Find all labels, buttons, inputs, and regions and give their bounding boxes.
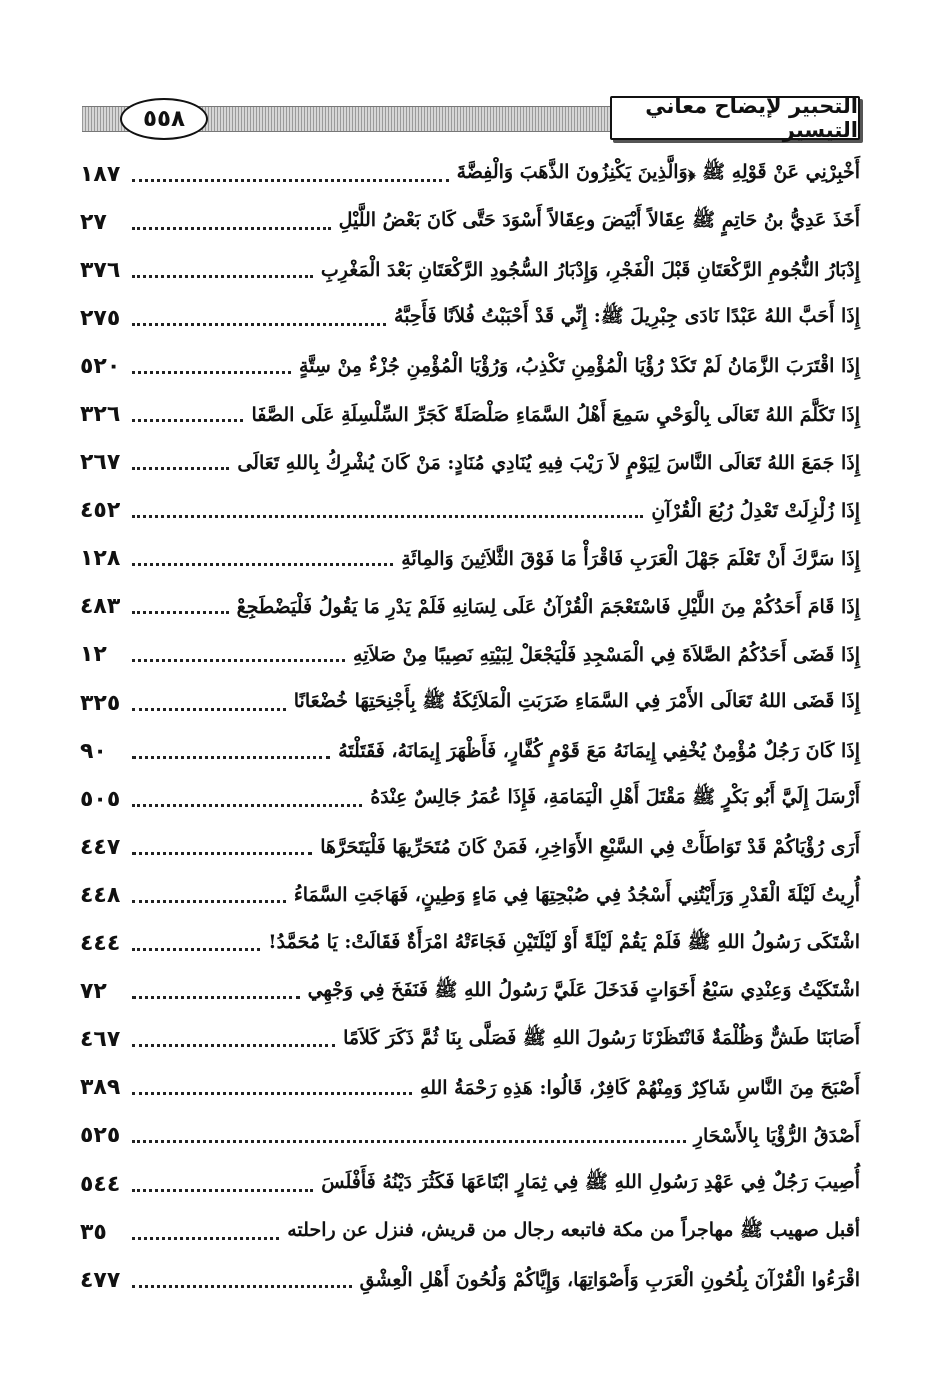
dotted-leader: [132, 852, 312, 855]
index-entry: [80, 198, 860, 246]
entry-text: إِذَا زُلْزِلَتْ تَعْدِلُ رُبُعَ الْقُرْآنِ: [651, 499, 860, 522]
entry-page-number: ٤٤٤: [80, 931, 121, 957]
entry-text: أَصَابَنَا طَشٌّ وَظُلْمَةٌ فَانْتَظَرْنَا رَسُولَ اللهِ ﷺ فَصَلَّى بِنَا ثُمَّ ذَكَرَ كَلاَمًا: [343, 1026, 860, 1049]
entry-page-number: ٥٢٠: [80, 353, 121, 379]
index-entries-list: [80, 150, 860, 1304]
entry-page-number: ٢٦٧: [80, 450, 121, 476]
index-entry: [80, 150, 860, 198]
index-entry: [80, 968, 860, 1016]
book-title: التحبير لإيضاح معاني التيسير: [645, 94, 858, 142]
entry-page-number: ٧٢: [80, 979, 107, 1005]
index-entry: [80, 1112, 860, 1160]
entry-text: أُرِيتُ لَيْلَةَ الْقَدْرِ وَرَأَيْتُنِي أَسْجُدُ فِي صُبْحِتِهَا فِي مَاءٍ وَطِينٍ، فَهَاجَتِ السَّمَاءُ: [293, 884, 860, 907]
dotted-leader: [132, 467, 229, 470]
entry-text: أُصِيبَ رَجُلٌ فِي عَهْدِ رَسُولِ اللهِ ﷺ فِي ثِمَارٍ ابْتَاعَهَا فَكَثُرَ دَيْنُهُ فَأَفْلَسَ: [321, 1171, 860, 1194]
index-entry: [80, 920, 860, 968]
entry-page-number: ٤٥٢: [80, 498, 121, 524]
entry-page-number: ١٨٧: [80, 161, 121, 187]
book-title-box: [610, 96, 860, 140]
entry-page-number: ٤٦٧: [80, 1027, 121, 1053]
entry-page-number: ٢٧٥: [80, 305, 121, 331]
index-entry: [80, 246, 860, 294]
index-entry: [80, 390, 860, 438]
dotted-leader: [132, 996, 300, 999]
dotted-leader: [132, 1140, 686, 1143]
dotted-leader: [132, 275, 313, 278]
entry-text: أَصْدَقُ الرُّؤْيَا بِالأَسْحَارِ: [693, 1124, 860, 1147]
dotted-leader: [132, 419, 243, 422]
entry-text: أَخْبِرْنِي عَنْ قَوْلِهِ ﷺ ﴿وَالَّذِينَ يَكْنِزُونَ الذَّهَبَ وَالْفِضَّةَ: [456, 161, 860, 184]
dotted-leader: [132, 708, 286, 711]
index-entry: [80, 775, 860, 823]
index-entry: [80, 294, 860, 342]
index-entry: [80, 727, 860, 775]
entry-text: أَخَذَ عَدِيُّ بنُ حَاتِمٍ ﷺ عِقَالاً أَبْيَضَ وعِقَالاً أَسْوَدَ حَتَّى كَانَ بَعْضُ اللَّيْلِ: [338, 209, 860, 232]
entry-page-number: ٤٨٣: [80, 594, 121, 620]
entry-page-number: ٤٤٧: [80, 834, 121, 860]
entry-text: اشْتَكَيْتُ وَعِنْدِي سَبْعُ أَخَوَاتٍ فَدَخَلَ عَلَيَّ رَسُولُ اللهِ ﷺ فَنَفَخَ فِي وَجْهِي: [307, 978, 860, 1001]
entry-page-number: ٥٠٥: [80, 786, 121, 812]
entry-text: إِذَا أَحَبَّ اللهُ عَبْدًا نَادَى جِبْرِيلَ ﷺ: إِنِّي قَدْ أَحْبَبْتُ فُلاَنًا فَأَحِبَّهُ: [394, 305, 860, 328]
entry-text: إِذَا قَضَى أَحَدُكُمُ الصَّلاَةَ فِي الْمَسْجِدِ فَلْيَجْعَلْ لِبَيْتِهِ نَصِيبًا مِنْ صَلاَتِهِ: [353, 643, 860, 666]
dotted-leader: [132, 1044, 335, 1047]
dotted-leader: [132, 659, 345, 662]
dotted-leader: [132, 371, 291, 374]
entry-page-number: ٣٢٥: [80, 690, 121, 716]
entry-text: إِذَا تَكَلَّمَ اللهُ تَعَالَى بِالْوَحْيِ سَمِعَ أَهْلُ السَّمَاءِ صَلْصَلَةً كَجَرِّ السِّلْسِلَةِ عَلَى الصَّفَا: [251, 403, 860, 426]
dotted-leader: [132, 179, 449, 182]
entry-text: إِدْبَارُ النُّجُومِ الرَّكْعَتَانِ قَبْلَ الْفَجْرِ، وَإِدْبَارُ السُّجُودِ الرَّكْعَتَانِ بَعْدَ الْمَغْرِبِ: [320, 259, 860, 282]
dotted-leader: [132, 756, 330, 759]
entry-text: إِذَا جَمَعَ اللهُ تَعَالَى النَّاسَ لِيَوْمٍ لاَ رَيْبَ فِيهِ يُنَادِي مُنَادٍ: مَنْ كَانَ يُشْرِكُ بِاللهِ تَعَالَى: [237, 451, 860, 474]
entry-text: اقْرَءُوا الْقُرْآنَ بِلُحُونِ الْعَرَبِ وَأَصْوَاتِهَا، وَإِيَّاكُمْ وَلُحُونَ أَهْلِ الْعِشْقِ: [359, 1269, 860, 1292]
index-entry: [80, 1256, 860, 1304]
entry-text: إِذَا اقْتَرَبَ الزَّمَانُ لَمْ تَكَدْ رُؤْيَا الْمُؤْمِنِ تَكْذِبُ، وَرُؤْيَا الْمُؤْمِنِ جُزْءٌ مِنْ سِتَّةٍ: [299, 355, 860, 378]
entry-page-number: ٤٧٧: [80, 1267, 121, 1293]
entry-page-number: ٣٥: [80, 1219, 107, 1245]
entry-page-number: ٩٠: [80, 738, 107, 764]
entry-page-number: ٣٧٦: [80, 257, 121, 283]
entry-page-number: ٢٧: [80, 209, 107, 235]
dotted-leader: [132, 323, 386, 326]
entry-page-number: ٥٤٤: [80, 1171, 121, 1197]
index-entry: [80, 1160, 860, 1208]
index-entry: [80, 1208, 860, 1256]
dotted-leader: [132, 1285, 352, 1288]
dotted-leader: [132, 900, 286, 903]
page-header: [82, 96, 860, 142]
entry-page-number: ١٢: [80, 642, 107, 668]
entry-page-number: ١٢٨: [80, 546, 121, 572]
dotted-leader: [132, 563, 393, 566]
entry-text: إِذَا سَرَّكَ أَنْ تَعْلَمَ جَهْلَ الْعَرَبِ فَاقْرَأْ مَا فَوْقَ الثَّلاَثِينَ وَالمِائَةِ: [401, 547, 860, 570]
dotted-leader: [132, 1237, 279, 1240]
entry-text: أَصْبَحَ مِنَ النَّاسِ شَاكِرٌ وَمِنْهُمْ كَافِرٌ، قَالُوا: هَذِهِ رَحْمَةُ اللهِ: [420, 1076, 860, 1099]
entry-text: أَرْسَلَ إِلَيَّ أَبُو بَكْرٍ ﷺ مَقْتَلَ أَهْلِ الْيَمَامَةِ، فَإِذَا عُمَرُ جَالِسٌ عِنْدَهُ: [370, 786, 860, 809]
entry-page-number: ٣٨٩: [80, 1075, 121, 1101]
entry-page-number: ٣٢٦: [80, 402, 121, 428]
index-entry: [80, 679, 860, 727]
entry-text: إِذَا قَامَ أَحَدُكُمْ مِنَ اللَّيْلِ فَاسْتَعْجَمَ الْقُرْآنُ عَلَى لِسَانِهِ فَلَمْ يَدْرِ مَا يَقُولُ فَلْيَضْطَجِعْ: [236, 595, 860, 618]
page-number-oval: [120, 98, 208, 140]
entry-text: إِذَا قَضَى اللهُ تَعَالَى الأَمْرَ فِي السَّمَاءِ ضَرَبَتِ الْمَلاَئِكَةُ ﷺ بِأَجْنِحَتِهَا خُضْعَانًا: [293, 690, 860, 713]
dotted-leader: [132, 1092, 412, 1095]
index-entry: [80, 1016, 860, 1064]
dotted-leader: [132, 1189, 313, 1192]
index-entry: [80, 631, 860, 679]
entry-text: أقبل صهيب ﷺ مهاجراً من مكة فاتبعه رجال من قريش، فنزل عن راحلته: [287, 1219, 860, 1242]
entry-text: أَرَى رُؤْيَاكُمْ قَدْ تَوَاطَأَتْ فِي السَّبْعِ الأَوَاخِرِ، فَمَنْ كَانَ مُتَحَرِّيهَا فَلْيَتَحَرَّهَا: [320, 836, 860, 859]
dotted-leader: [132, 804, 362, 807]
index-entry: [80, 871, 860, 919]
index-entry: [80, 342, 860, 390]
dotted-leader: [132, 611, 229, 614]
dotted-leader: [132, 948, 260, 951]
page-number: ٥٥٨: [142, 106, 186, 132]
index-entry: [80, 439, 860, 487]
dotted-leader: [132, 227, 331, 230]
index-entry: [80, 823, 860, 871]
entry-page-number: ٥٢٥: [80, 1123, 121, 1149]
entry-text: اشْتَكَى رَسُولُ اللهِ ﷺ فَلَمْ يَقُمْ لَيْلَةً أَوْ لَيْلَتَيْنِ فَجَاءَتْهُ امْرَأَةٌ فَقَالَتْ: يَا مُحَمَّدُ!: [268, 930, 860, 953]
index-entry: [80, 1064, 860, 1112]
index-entry: [80, 487, 860, 535]
entry-text: إِذَا كَانَ رَجُلٌ مُؤْمِنٌ يُخْفِي إِيمَانَهُ مَعَ قَوْمٍ كُفَّارٍ، فَأَظْهَرَ إِيمَانَهُ، فَقَتَلْتَهُ: [338, 740, 860, 763]
index-entry: [80, 535, 860, 583]
entry-page-number: ٤٤٨: [80, 882, 121, 908]
index-entry: [80, 583, 860, 631]
dotted-leader: [132, 515, 643, 518]
